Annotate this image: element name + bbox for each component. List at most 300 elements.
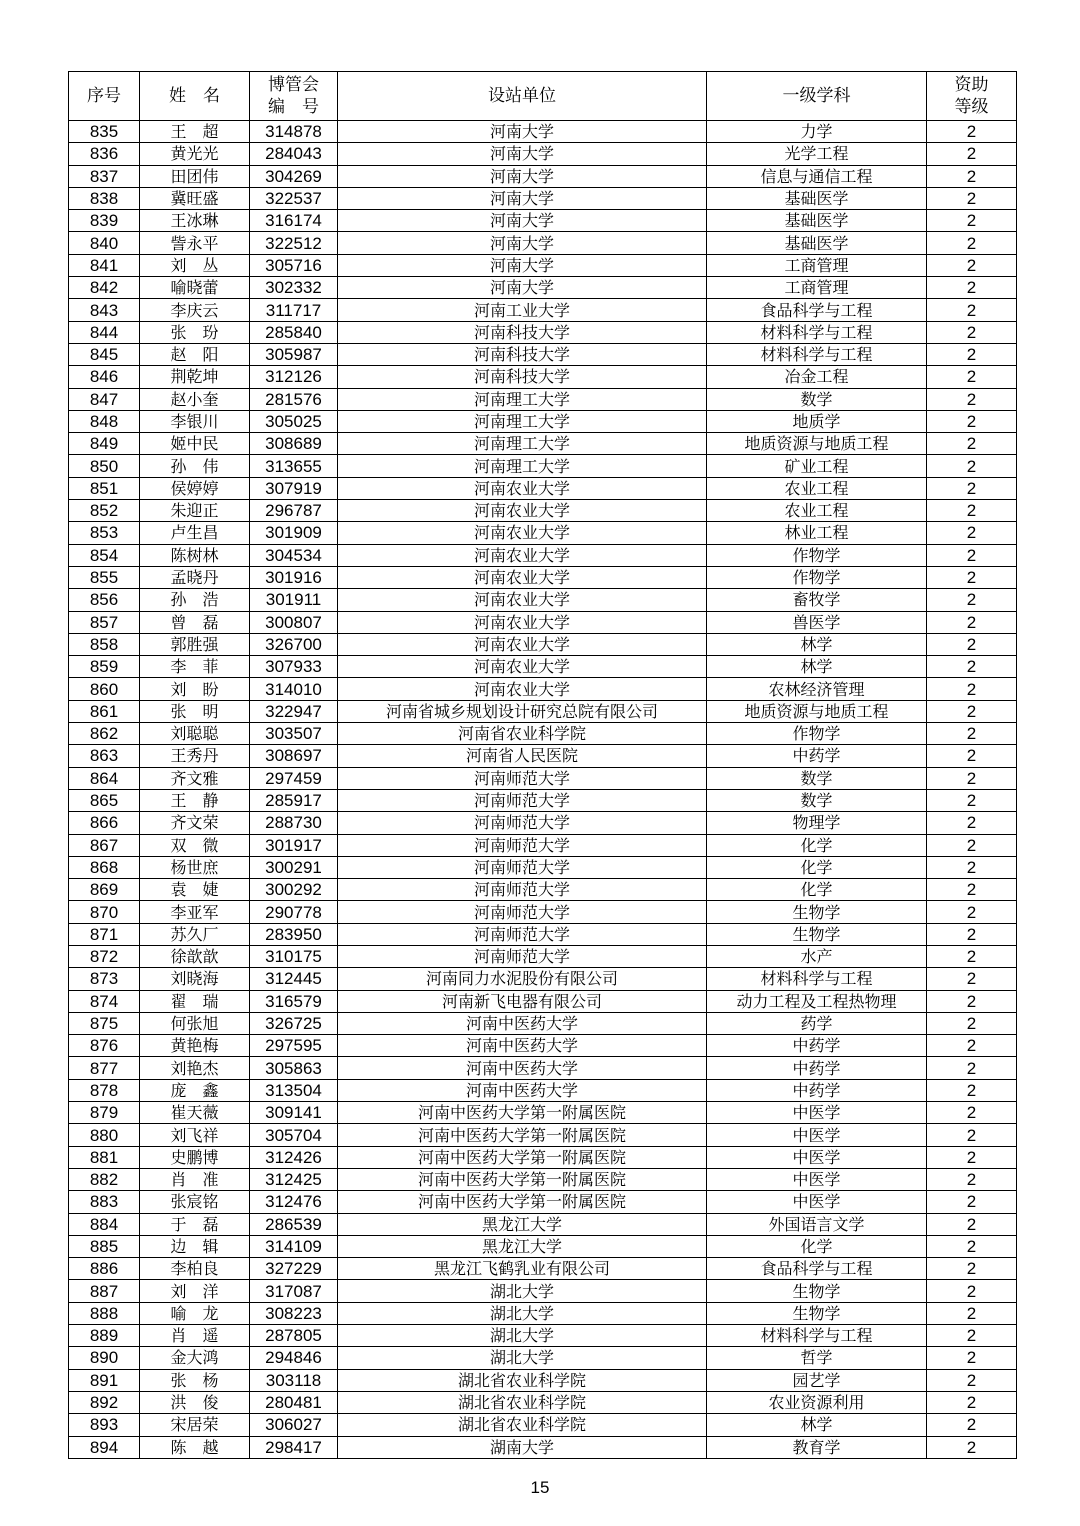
- level-cell: 2: [927, 566, 1017, 588]
- level-cell: 2: [927, 1191, 1017, 1213]
- seq-cell: 889: [69, 1325, 140, 1347]
- discipline-cell: 生物学: [707, 901, 927, 923]
- unit-cell: 河南大学: [338, 187, 707, 209]
- unit-cell: 河南农业大学: [338, 566, 707, 588]
- code-cell: 308223: [250, 1302, 338, 1324]
- table-row: [69, 1414, 1017, 1436]
- name-cell: 袁 婕: [140, 879, 250, 901]
- header-unit: 设站单位: [338, 72, 707, 121]
- unit-cell: 河南农业大学: [338, 544, 707, 566]
- name-cell: 齐文雅: [140, 767, 250, 789]
- name-cell: 荆乾坤: [140, 366, 250, 388]
- code-cell: 300807: [250, 611, 338, 633]
- discipline-cell: 中医学: [707, 1102, 927, 1124]
- unit-cell: 河南理工大学: [338, 388, 707, 410]
- code-cell: 301916: [250, 566, 338, 588]
- code-cell: 298417: [250, 1436, 338, 1458]
- name-cell: 庞 鑫: [140, 1079, 250, 1101]
- table-row: [69, 1079, 1017, 1101]
- table-row: [69, 1213, 1017, 1235]
- table-row: [69, 1258, 1017, 1280]
- level-cell: 2: [927, 1235, 1017, 1257]
- discipline-cell: 水产: [707, 945, 927, 967]
- table-row: [69, 299, 1017, 321]
- seq-cell: 861: [69, 700, 140, 722]
- discipline-cell: 基础医学: [707, 210, 927, 232]
- seq-cell: 847: [69, 388, 140, 410]
- seq-cell: 865: [69, 789, 140, 811]
- seq-cell: 854: [69, 544, 140, 566]
- code-cell: 322512: [250, 232, 338, 254]
- discipline-cell: 农林经济管理: [707, 678, 927, 700]
- code-cell: 309141: [250, 1102, 338, 1124]
- unit-cell: 河南师范大学: [338, 945, 707, 967]
- name-cell: 崔天薇: [140, 1102, 250, 1124]
- discipline-cell: 工商管理: [707, 277, 927, 299]
- unit-cell: 河南师范大学: [338, 923, 707, 945]
- table-row: [69, 1302, 1017, 1324]
- name-cell: 訾永平: [140, 232, 250, 254]
- unit-cell: 河南理工大学: [338, 455, 707, 477]
- code-cell: 302332: [250, 277, 338, 299]
- unit-cell: 河南省农业科学院: [338, 723, 707, 745]
- level-cell: 2: [927, 1369, 1017, 1391]
- discipline-cell: 数学: [707, 789, 927, 811]
- seq-cell: 858: [69, 633, 140, 655]
- table-row: [69, 1146, 1017, 1168]
- table-row: [69, 254, 1017, 276]
- code-cell: 305987: [250, 343, 338, 365]
- name-cell: 金大鸿: [140, 1347, 250, 1369]
- unit-cell: 河南省人民医院: [338, 745, 707, 767]
- header-level-line2: 等级: [954, 97, 989, 117]
- table-row: [69, 656, 1017, 678]
- level-cell: 2: [927, 544, 1017, 566]
- seq-cell: 864: [69, 767, 140, 789]
- table-row: [69, 923, 1017, 945]
- header-seq: 序号: [69, 72, 140, 121]
- name-cell: 于 磊: [140, 1213, 250, 1235]
- code-cell: 308689: [250, 433, 338, 455]
- unit-cell: 河南中医药大学: [338, 1057, 707, 1079]
- level-cell: 2: [927, 433, 1017, 455]
- discipline-cell: 林学: [707, 656, 927, 678]
- discipline-cell: 材料科学与工程: [707, 1325, 927, 1347]
- seq-cell: 848: [69, 410, 140, 432]
- unit-cell: 湖北大学: [338, 1325, 707, 1347]
- level-cell: 2: [927, 1258, 1017, 1280]
- level-cell: 2: [927, 366, 1017, 388]
- discipline-cell: 冶金工程: [707, 366, 927, 388]
- seq-cell: 887: [69, 1280, 140, 1302]
- unit-cell: 湖北省农业科学院: [338, 1369, 707, 1391]
- code-cell: 316579: [250, 990, 338, 1012]
- name-cell: 李庆云: [140, 299, 250, 321]
- seq-cell: 851: [69, 477, 140, 499]
- table-row: [69, 589, 1017, 611]
- level-cell: 2: [927, 187, 1017, 209]
- discipline-cell: 信息与通信工程: [707, 165, 927, 187]
- seq-cell: 857: [69, 611, 140, 633]
- level-cell: 2: [927, 165, 1017, 187]
- discipline-cell: 作物学: [707, 544, 927, 566]
- level-cell: 2: [927, 299, 1017, 321]
- level-cell: 2: [927, 589, 1017, 611]
- name-cell: 喻晓蕾: [140, 277, 250, 299]
- name-cell: 冀旺盛: [140, 187, 250, 209]
- level-cell: 2: [927, 210, 1017, 232]
- unit-cell: 湖北省农业科学院: [338, 1391, 707, 1413]
- name-cell: 双 微: [140, 834, 250, 856]
- code-cell: 307933: [250, 656, 338, 678]
- level-cell: 2: [927, 410, 1017, 432]
- name-cell: 陈 越: [140, 1436, 250, 1458]
- code-cell: 312476: [250, 1191, 338, 1213]
- unit-cell: 黑龙江飞鹤乳业有限公司: [338, 1258, 707, 1280]
- table-row: [69, 1325, 1017, 1347]
- unit-cell: 河南中医药大学第一附属医院: [338, 1168, 707, 1190]
- level-cell: 2: [927, 1302, 1017, 1324]
- discipline-cell: 食品科学与工程: [707, 1258, 927, 1280]
- seq-cell: 873: [69, 968, 140, 990]
- level-cell: 2: [927, 1280, 1017, 1302]
- header-level: [927, 72, 1017, 121]
- table-row: [69, 945, 1017, 967]
- seq-cell: 838: [69, 187, 140, 209]
- seq-cell: 869: [69, 879, 140, 901]
- discipline-cell: 林业工程: [707, 522, 927, 544]
- table-row: [69, 990, 1017, 1012]
- table-row: [69, 1057, 1017, 1079]
- name-cell: 齐文荣: [140, 812, 250, 834]
- unit-cell: 河南大学: [338, 165, 707, 187]
- seq-cell: 862: [69, 723, 140, 745]
- seq-cell: 891: [69, 1369, 140, 1391]
- discipline-cell: 作物学: [707, 723, 927, 745]
- seq-cell: 866: [69, 812, 140, 834]
- discipline-cell: 数学: [707, 767, 927, 789]
- discipline-cell: 中医学: [707, 1168, 927, 1190]
- discipline-cell: 畜牧学: [707, 589, 927, 611]
- name-cell: 孙 浩: [140, 589, 250, 611]
- name-cell: 王 超: [140, 121, 250, 143]
- name-cell: 翟 瑞: [140, 990, 250, 1012]
- level-cell: 2: [927, 522, 1017, 544]
- code-cell: 286539: [250, 1213, 338, 1235]
- code-cell: 281576: [250, 388, 338, 410]
- table-row: [69, 834, 1017, 856]
- seq-cell: 863: [69, 745, 140, 767]
- table-row: [69, 1191, 1017, 1213]
- discipline-cell: 动力工程及工程热物理: [707, 990, 927, 1012]
- table-row: [69, 544, 1017, 566]
- discipline-cell: 中药学: [707, 745, 927, 767]
- level-cell: 2: [927, 856, 1017, 878]
- code-cell: 301909: [250, 522, 338, 544]
- table-row: [69, 343, 1017, 365]
- code-cell: 283950: [250, 923, 338, 945]
- unit-cell: 河南农业大学: [338, 678, 707, 700]
- seq-cell: 844: [69, 321, 140, 343]
- table-row: [69, 1436, 1017, 1458]
- header-code: [250, 72, 338, 121]
- level-cell: 2: [927, 477, 1017, 499]
- unit-cell: 河南大学: [338, 232, 707, 254]
- unit-cell: 河南理工大学: [338, 410, 707, 432]
- unit-cell: 河南科技大学: [338, 321, 707, 343]
- name-cell: 刘 洋: [140, 1280, 250, 1302]
- level-cell: 2: [927, 500, 1017, 522]
- name-cell: 郭胜强: [140, 633, 250, 655]
- code-cell: 280481: [250, 1391, 338, 1413]
- discipline-cell: 地质资源与地质工程: [707, 700, 927, 722]
- level-cell: 2: [927, 321, 1017, 343]
- code-cell: 310175: [250, 945, 338, 967]
- code-cell: 312426: [250, 1146, 338, 1168]
- unit-cell: 河南农业大学: [338, 589, 707, 611]
- page-number: 15: [530, 1478, 550, 1497]
- seq-cell: 882: [69, 1168, 140, 1190]
- code-cell: 327229: [250, 1258, 338, 1280]
- unit-cell: 河南科技大学: [338, 366, 707, 388]
- level-cell: 2: [927, 1436, 1017, 1458]
- level-cell: 2: [927, 1012, 1017, 1034]
- table-row: [69, 856, 1017, 878]
- header-row: [69, 72, 1017, 121]
- table-row: [69, 1235, 1017, 1257]
- unit-cell: 河南同力水泥股份有限公司: [338, 968, 707, 990]
- header-level-line1: 资助: [954, 75, 989, 95]
- discipline-cell: 生物学: [707, 1280, 927, 1302]
- code-cell: 285840: [250, 321, 338, 343]
- table-row: [69, 477, 1017, 499]
- level-cell: 2: [927, 633, 1017, 655]
- discipline-cell: 作物学: [707, 566, 927, 588]
- table-row: [69, 455, 1017, 477]
- level-cell: 2: [927, 678, 1017, 700]
- discipline-cell: 中医学: [707, 1191, 927, 1213]
- table-row: [69, 678, 1017, 700]
- name-cell: 张 明: [140, 700, 250, 722]
- seq-cell: 888: [69, 1302, 140, 1324]
- seq-cell: 846: [69, 366, 140, 388]
- discipline-cell: 食品科学与工程: [707, 299, 927, 321]
- discipline-cell: 力学: [707, 121, 927, 143]
- level-cell: 2: [927, 723, 1017, 745]
- table-row: [69, 277, 1017, 299]
- table-row: [69, 143, 1017, 165]
- level-cell: 2: [927, 901, 1017, 923]
- level-cell: 2: [927, 700, 1017, 722]
- discipline-cell: 中医学: [707, 1146, 927, 1168]
- table-row: [69, 1035, 1017, 1057]
- name-cell: 陈树林: [140, 544, 250, 566]
- code-cell: 305704: [250, 1124, 338, 1146]
- table-row: [69, 767, 1017, 789]
- level-cell: 2: [927, 1102, 1017, 1124]
- unit-cell: 河南理工大学: [338, 433, 707, 455]
- level-cell: 2: [927, 1057, 1017, 1079]
- header-name: 姓 名: [140, 72, 250, 121]
- table-row: [69, 165, 1017, 187]
- seq-cell: 871: [69, 923, 140, 945]
- discipline-cell: 生物学: [707, 1302, 927, 1324]
- unit-cell: 河南新飞电器有限公司: [338, 990, 707, 1012]
- discipline-cell: 林学: [707, 633, 927, 655]
- level-cell: 2: [927, 1213, 1017, 1235]
- level-cell: 2: [927, 1035, 1017, 1057]
- code-cell: 312425: [250, 1168, 338, 1190]
- name-cell: 张 杨: [140, 1369, 250, 1391]
- discipline-cell: 农业工程: [707, 477, 927, 499]
- discipline-cell: 药学: [707, 1012, 927, 1034]
- unit-cell: 河南中医药大学: [338, 1012, 707, 1034]
- code-cell: 300292: [250, 879, 338, 901]
- code-cell: 304269: [250, 165, 338, 187]
- level-cell: 2: [927, 1414, 1017, 1436]
- name-cell: 徐歆歆: [140, 945, 250, 967]
- code-cell: 285917: [250, 789, 338, 811]
- seq-cell: 890: [69, 1347, 140, 1369]
- discipline-cell: 地质资源与地质工程: [707, 433, 927, 455]
- name-cell: 田团伟: [140, 165, 250, 187]
- name-cell: 侯婷婷: [140, 477, 250, 499]
- code-cell: 294846: [250, 1347, 338, 1369]
- funding-table-container: [68, 71, 1017, 1459]
- seq-cell: 845: [69, 343, 140, 365]
- unit-cell: 河南大学: [338, 277, 707, 299]
- table-row: [69, 366, 1017, 388]
- code-cell: 305863: [250, 1057, 338, 1079]
- name-cell: 王冰琳: [140, 210, 250, 232]
- seq-cell: 886: [69, 1258, 140, 1280]
- level-cell: 2: [927, 611, 1017, 633]
- discipline-cell: 数学: [707, 388, 927, 410]
- table-row: [69, 901, 1017, 923]
- table-row: [69, 700, 1017, 722]
- code-cell: 322947: [250, 700, 338, 722]
- discipline-cell: 化学: [707, 856, 927, 878]
- unit-cell: 湖北大学: [338, 1302, 707, 1324]
- seq-cell: 837: [69, 165, 140, 187]
- table-row: [69, 388, 1017, 410]
- seq-cell: 884: [69, 1213, 140, 1235]
- seq-cell: 855: [69, 566, 140, 588]
- level-cell: 2: [927, 745, 1017, 767]
- level-cell: 2: [927, 968, 1017, 990]
- code-cell: 301911: [250, 589, 338, 611]
- level-cell: 2: [927, 121, 1017, 143]
- code-cell: 305025: [250, 410, 338, 432]
- table-row: [69, 812, 1017, 834]
- table-row: [69, 1369, 1017, 1391]
- funding-table: [68, 71, 1017, 1459]
- name-cell: 边 辑: [140, 1235, 250, 1257]
- unit-cell: 河南大学: [338, 121, 707, 143]
- code-cell: 314109: [250, 1235, 338, 1257]
- name-cell: 杨世庶: [140, 856, 250, 878]
- name-cell: 赵小奎: [140, 388, 250, 410]
- seq-cell: 842: [69, 277, 140, 299]
- name-cell: 刘 盼: [140, 678, 250, 700]
- level-cell: 2: [927, 1325, 1017, 1347]
- table-row: [69, 1124, 1017, 1146]
- seq-cell: 860: [69, 678, 140, 700]
- name-cell: 赵 阳: [140, 343, 250, 365]
- level-cell: 2: [927, 254, 1017, 276]
- unit-cell: 河南师范大学: [338, 789, 707, 811]
- name-cell: 张 玢: [140, 321, 250, 343]
- code-cell: 311717: [250, 299, 338, 321]
- unit-cell: 河南师范大学: [338, 812, 707, 834]
- code-cell: 288730: [250, 812, 338, 834]
- level-cell: 2: [927, 143, 1017, 165]
- table-row: [69, 210, 1017, 232]
- seq-cell: 852: [69, 500, 140, 522]
- name-cell: 王秀丹: [140, 745, 250, 767]
- unit-cell: 湖南大学: [338, 1436, 707, 1458]
- seq-cell: 843: [69, 299, 140, 321]
- name-cell: 姬中民: [140, 433, 250, 455]
- seq-cell: 850: [69, 455, 140, 477]
- discipline-cell: 哲学: [707, 1347, 927, 1369]
- seq-cell: 878: [69, 1079, 140, 1101]
- level-cell: 2: [927, 789, 1017, 811]
- name-cell: 孟晓丹: [140, 566, 250, 588]
- unit-cell: 河南农业大学: [338, 477, 707, 499]
- unit-cell: 河南大学: [338, 210, 707, 232]
- level-cell: 2: [927, 1168, 1017, 1190]
- seq-cell: 840: [69, 232, 140, 254]
- code-cell: 303507: [250, 723, 338, 745]
- table-row: [69, 789, 1017, 811]
- seq-cell: 872: [69, 945, 140, 967]
- seq-cell: 835: [69, 121, 140, 143]
- table-row: [69, 745, 1017, 767]
- discipline-cell: 基础医学: [707, 187, 927, 209]
- name-cell: 肖 准: [140, 1168, 250, 1190]
- code-cell: 303118: [250, 1369, 338, 1391]
- table-row: [69, 433, 1017, 455]
- table-row: [69, 633, 1017, 655]
- seq-cell: 839: [69, 210, 140, 232]
- seq-cell: 856: [69, 589, 140, 611]
- code-cell: 317087: [250, 1280, 338, 1302]
- seq-cell: 883: [69, 1191, 140, 1213]
- code-cell: 308697: [250, 745, 338, 767]
- unit-cell: 河南省城乡规划设计研究总院有限公司: [338, 700, 707, 722]
- level-cell: 2: [927, 1391, 1017, 1413]
- level-cell: 2: [927, 1079, 1017, 1101]
- seq-cell: 881: [69, 1146, 140, 1168]
- code-cell: 290778: [250, 901, 338, 923]
- table-row: [69, 232, 1017, 254]
- discipline-cell: 园艺学: [707, 1369, 927, 1391]
- level-cell: 2: [927, 923, 1017, 945]
- code-cell: 306027: [250, 1414, 338, 1436]
- seq-cell: 885: [69, 1235, 140, 1257]
- table-row: [69, 968, 1017, 990]
- name-cell: 张宸铭: [140, 1191, 250, 1213]
- seq-cell: 893: [69, 1414, 140, 1436]
- seq-cell: 892: [69, 1391, 140, 1413]
- code-cell: 314878: [250, 121, 338, 143]
- discipline-cell: 中药学: [707, 1035, 927, 1057]
- unit-cell: 河南农业大学: [338, 522, 707, 544]
- seq-cell: 874: [69, 990, 140, 1012]
- code-cell: 287805: [250, 1325, 338, 1347]
- table-row: [69, 121, 1017, 143]
